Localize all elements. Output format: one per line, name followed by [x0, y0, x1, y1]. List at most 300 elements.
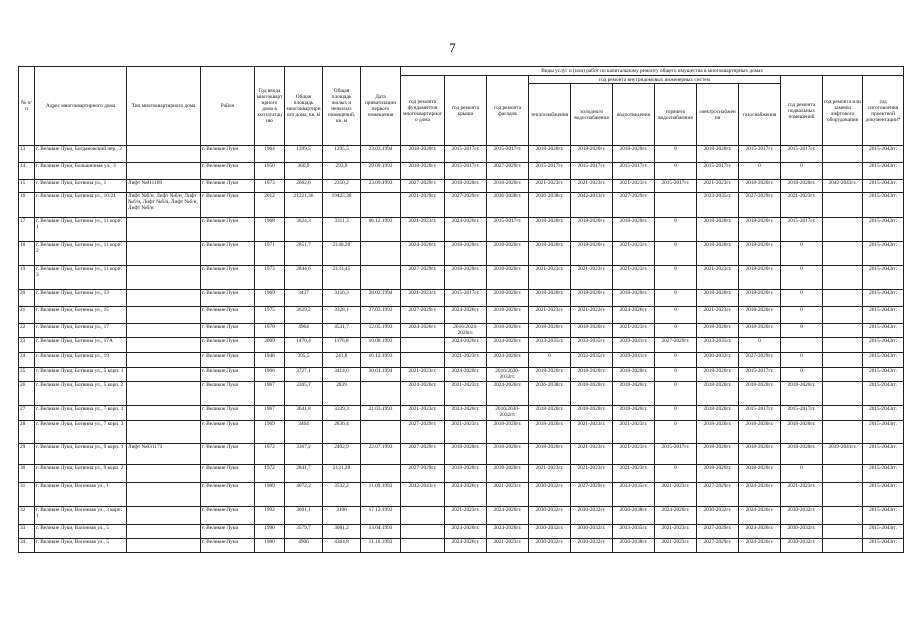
elevator-year-cell: [823, 218, 863, 242]
elevator-year-cell: 2039-2041гг.: [823, 444, 863, 465]
elevator-year-cell: [823, 266, 863, 290]
foundation-year-cell: 2021-2023гг.: [401, 368, 445, 382]
table-row: [19, 368, 904, 382]
foundation-year-cell: 2021-2023гг.: [401, 218, 445, 242]
basement-year-cell: 0: [781, 465, 823, 483]
table-row: [19, 180, 904, 193]
privatization-date-cell: [361, 242, 401, 266]
address-cell: г. Великие Луки, Ботвина ул., 17А: [35, 338, 127, 353]
total-area-cell: 3205,7: [285, 382, 323, 406]
elevator-year-cell: 2042-2043гг.: [823, 180, 863, 193]
roof-year-cell: 2024-2026гг.: [445, 307, 487, 324]
elevator-year-cell: [823, 368, 863, 382]
district-cell: г. Великие Луки: [201, 406, 255, 421]
house-type-cell: Лифт №б/н, Лифт №б/н, Лифт №б/н, Лифт №б/н, Лифт №б/н, Лифт №б/н: [127, 193, 201, 218]
project-docs-year-cell: 2015-2043гг.: [863, 324, 904, 338]
row-number-cell: 17: [19, 218, 35, 242]
project-docs-year-cell: 2015-2043гг.: [863, 421, 904, 444]
hot-water-year-cell: 0: [655, 307, 697, 324]
table-row: [19, 465, 904, 483]
basement-year-cell: 2015-2017гг.: [781, 146, 823, 163]
privatization-date-cell: [361, 266, 401, 290]
elevator-year-cell: [823, 307, 863, 324]
address-cell: г. Великие Луки, Большичная ул., 3: [35, 163, 127, 180]
elevator-year-cell: [823, 193, 863, 218]
roof-year-cell: 2021-2023гг.: [445, 353, 487, 368]
electric-year-cell: 2033-2035гг.: [697, 338, 739, 353]
hot-water-year-cell: 2021-2023гг.: [655, 539, 697, 553]
gas-year-cell: 2018-2020гг.: [739, 180, 781, 193]
roof-year-cell: 2024-2026гг.: [445, 406, 487, 421]
foundation-year-cell: 2021-2023гг.: [401, 290, 445, 307]
living-area-cell: 1176,8: [323, 338, 361, 353]
facade-year-cell: 2018-2020гг.: [487, 290, 529, 307]
total-area-cell: 2844,6: [285, 266, 323, 290]
foundation-year-cell: 2027-2029гг.: [401, 180, 445, 193]
gas-year-cell: 2027-2029гг.: [739, 353, 781, 368]
heat-supply-year-cell: 2018-2020гг.: [529, 242, 571, 266]
hot-water-year-cell: 0: [655, 242, 697, 266]
living-area-cell: 3532,2: [323, 483, 361, 507]
hot-water-year-cell: 0: [655, 266, 697, 290]
cold-water-year-cell: 2018-2020гг.: [571, 218, 613, 242]
living-area-cell: 19425,36: [323, 193, 361, 218]
page-number: 7: [449, 40, 456, 55]
hot-water-year-cell: [655, 193, 697, 218]
total-area-cell: 4906: [285, 539, 323, 553]
year-built-cell: 1975: [255, 307, 285, 324]
facade-year-cell: 2021-2023гг.: [487, 539, 529, 553]
house-type-cell: Лифт №031173: [127, 444, 201, 465]
year-built-cell: 2012: [255, 193, 285, 218]
gas-year-cell: 2015-2017гг.: [739, 406, 781, 421]
district-cell: г. Великие Луки: [201, 483, 255, 507]
header-num: № п/п: [19, 67, 35, 146]
year-built-cell: 1964: [255, 146, 285, 163]
roof-year-cell: 2021-2023гг.: [445, 382, 487, 406]
year-built-cell: 1972: [255, 465, 285, 483]
total-area-cell: 3367,2: [285, 444, 323, 465]
sewer-year-cell: 2018-2020гг.: [613, 406, 655, 421]
header-year: Год ввода многоквартирного дома в эксплуатацию: [255, 67, 285, 146]
header-foundation: год ремонта фундаментов многоквартирного дома: [401, 76, 445, 146]
hot-water-year-cell: 2024-2026гг.: [655, 507, 697, 525]
year-built-cell: 1950: [255, 163, 285, 180]
facade-year-cell: 2018-2020гг.: [487, 266, 529, 290]
foundation-year-cell: 2024-2026гг.: [401, 324, 445, 338]
electric-year-cell: 2027-2029гг.: [697, 539, 739, 553]
address-cell: г. Великие Луки, Ботвина ул., 1: [35, 180, 127, 193]
project-docs-year-cell: 2015-2043гг.: [863, 242, 904, 266]
table-row: [19, 193, 904, 218]
project-docs-year-cell: 2015-2043гг.: [863, 180, 904, 193]
roof-year-cell: 2024-2026гг.: [445, 368, 487, 382]
year-built-cell: 1968: [255, 218, 285, 242]
house-type-cell: [127, 163, 201, 180]
foundation-year-cell: 2027-2029гг.: [401, 266, 445, 290]
basement-year-cell: 2015-2017гг.: [781, 218, 823, 242]
district-cell: г. Великие Луки: [201, 368, 255, 382]
cold-water-year-cell: 2030-2032гг.: [571, 539, 613, 553]
project-docs-year-cell: 2015-2043гг.: [863, 146, 904, 163]
heat-supply-year-cell: 2018-2020гг.: [529, 146, 571, 163]
header-address: Адрес многоквартирного дома: [35, 67, 127, 146]
basement-year-cell: 2018-2020гг.: [781, 382, 823, 406]
cold-water-year-cell: 2030-2032гг.: [571, 525, 613, 539]
electric-year-cell: 2030-2032гг.: [697, 353, 739, 368]
header-hot-water: горячего водоснабжения: [655, 84, 697, 146]
hot-water-year-cell: 0: [655, 290, 697, 307]
row-number-cell: 24: [19, 353, 35, 368]
cold-water-year-cell: 2033-2035гг.: [571, 353, 613, 368]
heat-supply-year-cell: 2030-2032гг.: [529, 483, 571, 507]
project-docs-year-cell: 2015-2043гг.: [863, 368, 904, 382]
project-docs-year-cell: 2015-2043гг.: [863, 483, 904, 507]
header-privatization-date: Дата приватизации первого помещения: [361, 67, 401, 146]
sewer-year-cell: 2018-2020гг.: [613, 290, 655, 307]
year-built-cell: 1971: [255, 242, 285, 266]
sewer-year-cell: 2039-2041гг.: [613, 353, 655, 368]
facade-year-cell: 2018-2020гг.: [487, 444, 529, 465]
facade-year-cell: 2015-2017гг.: [487, 218, 529, 242]
heat-supply-year-cell: 2030-2032гг.: [529, 507, 571, 525]
project-docs-year-cell: 2015-2043гг.: [863, 218, 904, 242]
header-electric: электроснабжения: [697, 84, 739, 146]
project-docs-year-cell: 2015-2043гг.: [863, 406, 904, 421]
sewer-year-cell: 2021-2023гг.: [613, 444, 655, 465]
basement-year-cell: 2018-2020гг.: [781, 180, 823, 193]
hot-water-year-cell: 0: [655, 324, 697, 338]
elevator-year-cell: [823, 382, 863, 406]
header-elevator: год ремонта или замены лифтового оборудования: [823, 76, 863, 146]
table-row: [19, 539, 904, 553]
living-area-cell: 4364,8: [323, 539, 361, 553]
house-type-cell: [127, 421, 201, 444]
cold-water-year-cell: 2018-2020гг.: [571, 242, 613, 266]
total-area-cell: 3601,1: [285, 507, 323, 525]
house-type-cell: [127, 353, 201, 368]
house-type-cell: [127, 483, 201, 507]
privatization-date-cell: 13.04.1993: [361, 525, 401, 539]
electric-year-cell: 2018-2020гг.: [697, 368, 739, 382]
address-cell: г. Великие Луки, Богдановский пер., 3: [35, 146, 127, 163]
project-docs-year-cell: 2015-2043гг.: [863, 338, 904, 353]
sewer-year-cell: 2021-2023гг.: [613, 465, 655, 483]
table-row: [19, 483, 904, 507]
total-area-cell: 3629,2: [285, 307, 323, 324]
heat-supply-year-cell: 2036-2038гг.: [529, 193, 571, 218]
address-cell: г. Великие Луки, Ботвина ул., 5 корп. 1: [35, 368, 127, 382]
elevator-year-cell: [823, 525, 863, 539]
total-area-cell: 3464: [285, 421, 323, 444]
district-cell: г. Великие Луки: [201, 353, 255, 368]
year-built-cell: 1973: [255, 180, 285, 193]
foundation-year-cell: [401, 353, 445, 368]
project-docs-year-cell: 2015-2043гг.: [863, 382, 904, 406]
gas-year-cell: 2015-2017гг.: [739, 368, 781, 382]
capital-repair-table: [18, 66, 904, 553]
year-built-cell: 1980: [255, 539, 285, 553]
cold-water-year-cell: 2021-2023гг.: [571, 465, 613, 483]
total-area-cell: 21221,36: [285, 193, 323, 218]
foundation-year-cell: 2024-2026гг.: [401, 242, 445, 266]
foundation-year-cell: 2018-2020гг.: [401, 163, 445, 180]
gas-year-cell: 2018-2020гг.: [739, 444, 781, 465]
table-row: [19, 218, 904, 242]
elevator-year-cell: [823, 338, 863, 353]
hot-water-year-cell: 2021-2023гг.: [655, 483, 697, 507]
basement-year-cell: 0: [781, 307, 823, 324]
foundation-year-cell: [401, 539, 445, 553]
address-cell: г. Великие Луки, Ботвина ул., 11 корп. 3: [35, 266, 127, 290]
roof-year-cell: 2018-2020гг.: [445, 465, 487, 483]
electric-year-cell: 2027-2029гг.: [697, 525, 739, 539]
district-cell: г. Великие Луки: [201, 539, 255, 553]
district-cell: г. Великие Луки: [201, 421, 255, 444]
table-row: [19, 324, 904, 338]
total-area-cell: 4072,2: [285, 483, 323, 507]
basement-year-cell: 2018-2020гг.: [781, 421, 823, 444]
electric-year-cell: 2018-2020гг.: [697, 382, 739, 406]
district-cell: г. Великие Луки: [201, 307, 255, 324]
heat-supply-year-cell: 2018-2020гг.: [529, 368, 571, 382]
sewer-year-cell: 2021-2023гг.: [613, 324, 655, 338]
year-built-cell: 1973: [255, 266, 285, 290]
hot-water-year-cell: 0: [655, 406, 697, 421]
facade-year-cell: 2024-2026гг.: [487, 338, 529, 353]
header-type: Тип многоквартирного дома: [127, 67, 201, 146]
project-docs-year-cell: 2015-2043гг.: [863, 465, 904, 483]
district-cell: г. Великие Луки: [201, 444, 255, 465]
year-built-cell: 1989: [255, 483, 285, 507]
hot-water-year-cell: 0: [655, 368, 697, 382]
living-area-cell: 1295,5: [323, 146, 361, 163]
heat-supply-year-cell: 0: [529, 353, 571, 368]
cold-water-year-cell: 2018-2020гг.: [571, 324, 613, 338]
header-roof: год ремонта крыши: [445, 76, 487, 146]
facade-year-cell: 2018-2020гг.: [487, 324, 529, 338]
living-area-cell: 293,9: [323, 163, 361, 180]
facade-year-cell: 2027-2029гг.: [487, 163, 529, 180]
electric-year-cell: 2018-2020гг.: [697, 146, 739, 163]
header-project-docs: год изготовления проектной документации*: [863, 76, 904, 146]
electric-year-cell: 2018-2020гг.: [697, 324, 739, 338]
heat-supply-year-cell: 2018-2020гг.: [529, 218, 571, 242]
header-systems-group: год ремонта внутридомовых инженерных систем: [529, 76, 781, 84]
living-area-cell: 3311,3: [323, 218, 361, 242]
living-area-cell: 241,8: [323, 353, 361, 368]
privatization-date-cell: 11.09.1993: [361, 483, 401, 507]
roof-year-cell: 2018-2020гг.: [445, 180, 487, 193]
elevator-year-cell: [823, 483, 863, 507]
living-area-cell: 3339,3: [323, 406, 361, 421]
sewer-year-cell: 2018-2020гг.: [613, 146, 655, 163]
year-built-cell: 1969: [255, 421, 285, 444]
house-type-cell: [127, 465, 201, 483]
foundation-year-cell: 2021-2023гг.: [401, 406, 445, 421]
address-cell: г. Великие Луки, Ботвина ул., 17: [35, 324, 127, 338]
cold-water-year-cell: 2021-2023гг.: [571, 266, 613, 290]
year-built-cell: 1948: [255, 353, 285, 368]
row-number-cell: 13: [19, 146, 35, 163]
year-built-cell: 1970: [255, 324, 285, 338]
year-built-cell: 1972: [255, 444, 285, 465]
house-type-cell: [127, 368, 201, 382]
privatization-date-cell: 16.12.1993: [361, 353, 401, 368]
address-cell: г. Великие Луки, Вагонная ул., 5: [35, 539, 127, 553]
district-cell: г. Великие Луки: [201, 180, 255, 193]
roof-year-cell: 2016/2024-2026гг.: [445, 324, 487, 338]
elevator-year-cell: [823, 507, 863, 525]
project-docs-year-cell: 2015-2043гг.: [863, 290, 904, 307]
privatization-date-cell: 10.08.1993: [361, 338, 401, 353]
living-area-cell: 2402,9: [323, 444, 361, 465]
row-number-cell: 28: [19, 421, 35, 444]
basement-year-cell: 0: [781, 368, 823, 382]
table-row: [19, 406, 904, 421]
hot-water-year-cell: 2027-2029гг.: [655, 338, 697, 353]
house-type-cell: [127, 406, 201, 421]
district-cell: г. Великие Луки: [201, 465, 255, 483]
cold-water-year-cell: 2021-2023гг.: [571, 180, 613, 193]
address-cell: г. Великие Луки, Ботвина ул., 9 корп. 1: [35, 444, 127, 465]
cold-water-year-cell: 2021-2023гг.: [571, 421, 613, 444]
house-type-cell: [127, 382, 201, 406]
year-built-cell: 1967: [255, 382, 285, 406]
header-cold-water: холодного водоснабжения: [571, 84, 613, 146]
row-number-cell: 33: [19, 525, 35, 539]
cold-water-year-cell: 2021-2023гг.: [571, 307, 613, 324]
living-area-cell: 3414,6: [323, 368, 361, 382]
elevator-year-cell: [823, 465, 863, 483]
hot-water-year-cell: 0: [655, 382, 697, 406]
privatization-date-cell: 28.02.1994: [361, 290, 401, 307]
roof-year-cell: 2021-2023гг.: [445, 421, 487, 444]
sewer-year-cell: 2021-2023гг.: [613, 180, 655, 193]
sewer-year-cell: 2015-2017гг.: [613, 163, 655, 180]
heat-supply-year-cell: 2021-2023гг.: [529, 307, 571, 324]
row-number-cell: 22: [19, 324, 35, 338]
sewer-year-cell: 2036-2038гг.: [613, 539, 655, 553]
foundation-year-cell: 2027-2029гг.: [401, 465, 445, 483]
row-number-cell: 20: [19, 290, 35, 307]
basement-year-cell: 0: [781, 290, 823, 307]
sewer-year-cell: 2018-2020гг.: [613, 382, 655, 406]
living-area-cell: 3328,1: [323, 307, 361, 324]
living-area-cell: 3156,3: [323, 290, 361, 307]
header-district: Район: [201, 67, 255, 146]
gas-year-cell: 2018-2020гг.: [739, 421, 781, 444]
total-area-cell: 3437: [285, 290, 323, 307]
project-docs-year-cell: 2015-2043гг.: [863, 525, 904, 539]
gas-year-cell: 2018-2020гг.: [739, 324, 781, 338]
hot-water-year-cell: 0: [655, 353, 697, 368]
heat-supply-year-cell: 2018-2020гг.: [529, 406, 571, 421]
header-sewer: водоотведения: [613, 84, 655, 146]
row-number-cell: 34: [19, 539, 35, 553]
address-cell: г. Великие Луки, Ботвина ул., 19: [35, 353, 127, 368]
header-gas: газоснабжения: [739, 84, 781, 146]
hot-water-year-cell: 2021-2023гг.: [655, 525, 697, 539]
electric-year-cell: 2018-2020гг.: [697, 242, 739, 266]
cold-water-year-cell: 2021-2023гг.: [571, 444, 613, 465]
facade-year-cell: 2015-2017гг.: [487, 146, 529, 163]
foundation-year-cell: 2042-2043гг.: [401, 483, 445, 507]
total-area-cell: 1399,5: [285, 146, 323, 163]
project-docs-year-cell: 2015-2043гг.: [863, 539, 904, 553]
address-cell: г. Великие Луки, Вагонная ул., 3 корп. 1: [35, 507, 127, 525]
table-row: [19, 353, 904, 368]
header-facade: год ремонта фасадов: [487, 76, 529, 146]
elevator-year-cell: [823, 353, 863, 368]
roof-year-cell: 2015-2017гг.: [445, 146, 487, 163]
living-area-cell: 2133,45: [323, 266, 361, 290]
sewer-year-cell: 2039-2041гг.: [613, 338, 655, 353]
cold-water-year-cell: 2018-2020гг.: [571, 406, 613, 421]
district-cell: г. Великие Луки: [201, 218, 255, 242]
house-type-cell: [127, 266, 201, 290]
house-type-cell: [127, 307, 201, 324]
total-area-cell: 2841,7: [285, 465, 323, 483]
sewer-year-cell: 2021-2023гг.: [613, 266, 655, 290]
table-body: [19, 146, 904, 553]
foundation-year-cell: [401, 525, 445, 539]
row-number-cell: 15: [19, 180, 35, 193]
table-row: [19, 242, 904, 266]
table-row: [19, 421, 904, 444]
roof-year-cell: 2027-2029гг.: [445, 193, 487, 218]
header-heat: теплоснабжения: [529, 84, 571, 146]
sewer-year-cell: 2018-2020гг.: [613, 218, 655, 242]
gas-year-cell: 2018-2020гг.: [739, 465, 781, 483]
privatization-date-cell: 30.01.1994: [361, 368, 401, 382]
gas-year-cell: 2024-2026гг.: [739, 525, 781, 539]
hot-water-year-cell: 2015-2017гг.: [655, 180, 697, 193]
facade-year-cell: 2021-2023гг.: [487, 483, 529, 507]
sewer-year-cell: 2036-2038гг.: [613, 507, 655, 525]
address-cell: г. Великие Луки, Вагонная ул., 5: [35, 525, 127, 539]
address-cell: г. Великие Луки, Ботвина ул., 13: [35, 290, 127, 307]
cold-water-year-cell: 2018-2020гг.: [571, 382, 613, 406]
heat-supply-year-cell: 2030-2032гг.: [529, 539, 571, 553]
elevator-year-cell: [823, 163, 863, 180]
district-cell: г. Великие Луки: [201, 507, 255, 525]
house-type-cell: [127, 218, 201, 242]
electric-year-cell: 2018-2020гг.: [697, 465, 739, 483]
foundation-year-cell: 2027-2029гг.: [401, 307, 445, 324]
roof-year-cell: 2024-2026гг.: [445, 218, 487, 242]
row-number-cell: 21: [19, 307, 35, 324]
privatization-date-cell: 29.09.1993: [361, 163, 401, 180]
facade-year-cell: 2036-2038гг.: [487, 193, 529, 218]
row-number-cell: 31: [19, 483, 35, 507]
privatization-date-cell: [361, 382, 401, 406]
cold-water-year-cell: 2030-2032гг.: [571, 507, 613, 525]
gas-year-cell: 2024-2026гг.: [739, 507, 781, 525]
facade-year-cell: 2024-2026гг.: [487, 353, 529, 368]
privatization-date-cell: [361, 421, 401, 444]
facade-year-cell: 2018-2020гг.: [487, 242, 529, 266]
elevator-year-cell: [823, 146, 863, 163]
heat-supply-year-cell: 2030-2032гг.: [529, 525, 571, 539]
heat-supply-year-cell: 2021-2023гг.: [529, 465, 571, 483]
project-docs-year-cell: 2015-2043гг.: [863, 193, 904, 218]
privatization-date-cell: [361, 193, 401, 218]
hot-water-year-cell: 0: [655, 465, 697, 483]
privatization-date-cell: 21.03.1993: [361, 406, 401, 421]
table-row: [19, 507, 904, 525]
sewer-year-cell: 2021-2023гг.: [613, 242, 655, 266]
